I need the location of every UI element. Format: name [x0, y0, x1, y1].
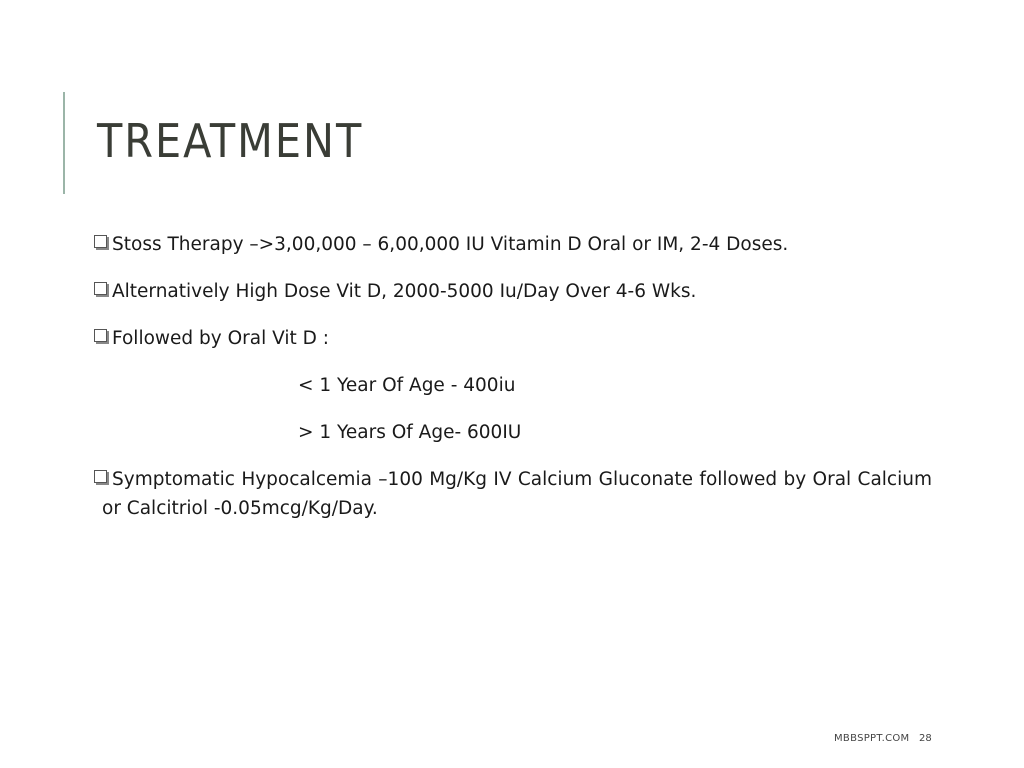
bullet-item [92, 465, 932, 523]
bullet-text: Alternatively High Dose Vit D, 2000-5000 Iu/Day Over 4-6 Wks. [112, 281, 697, 302]
checkbox-bullet-icon [94, 329, 107, 342]
bullet-item [92, 277, 932, 306]
checkbox-bullet-icon [94, 235, 107, 248]
title-accent-bar [63, 92, 65, 194]
slide-title: TREATMENT [97, 114, 364, 168]
sub-item: > 1 Years Of Age- 600IU [298, 422, 522, 443]
bullet-item [92, 324, 932, 353]
checkbox-bullet-icon [94, 282, 107, 295]
checkbox-bullet-icon [94, 470, 107, 483]
slide-content [92, 230, 932, 541]
page-number: 28 [919, 733, 932, 744]
bullet-item [92, 230, 932, 259]
footer-site: MBBSPPT.COM [834, 733, 910, 744]
bullet-text: Followed by Oral Vit D : [112, 328, 330, 349]
sub-item: < 1 Year Of Age - 400iu [298, 375, 516, 396]
bullet-text: Symptomatic Hypocalcemia –100 Mg/Kg IV Calcium Gluconate followed by Oral Calcium or Calcitriol -0.05mcg/Kg/Day. [102, 469, 932, 519]
bullet-text: Stoss Therapy –>3,00,000 – 6,00,000 IU Vitamin D Oral or IM, 2-4 Doses. [112, 234, 789, 255]
